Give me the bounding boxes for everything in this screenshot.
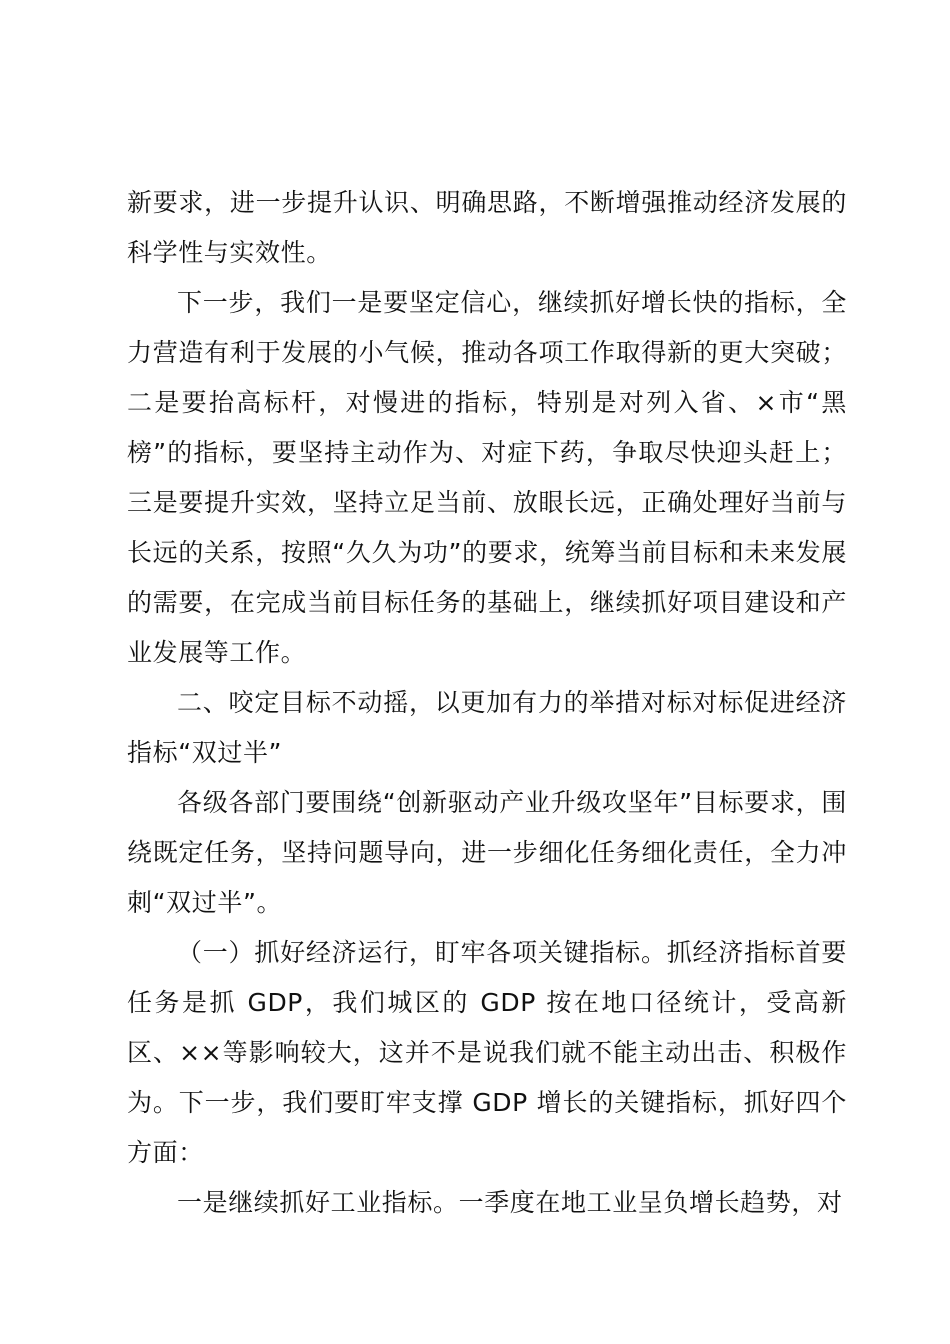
paragraph-economic-operation: （一）抓好经济运行，盯牢各项关键指标。抓经济指标首要任务是抓 GDP，我们城区的 GDP 按在地口径统计，受高新区、××等影响较大，这并不是说我们就不能主动出击、积极作为。下一步，我们要盯牢支撑 GDP 增长的关键指标，抓好四个方面： [127,938,847,1167]
paragraph-departments: 各级各部门要围绕“创新驱动产业升级攻坚年”目标要求，围绕既定任务，坚持问题导向，进一步细化任务细化责任，全力冲刺“双过半”。 [127,788,847,917]
paragraph-industry-indicators: 一是继续抓好工业指标。一季度在地工业呈负增长趋势，对 [177,1188,843,1217]
document-body [127,178,847,1228]
paragraph-continuation: 新要求，进一步提升认识、明确思路，不断增强推动经济发展的科学性与实效性。 [127,188,847,267]
paragraph-next-steps: 下一步，我们一是要坚定信心，继续抓好增长快的指标，全力营造有利于发展的小气候，推动各项工作取得新的更大突破；二是要抬高标杆，对慢进的指标，特别是对列入省、×市“黑榜”的指标，要坚持主动作为、对症下药，争取尽快迎头赶上；三是要提升实效，坚持立足当前、放眼长远，正确处理好当前与长远的关系，按照“久久为功”的要求，统筹当前目标和未来发展的需要，在完成当前目标任务的基础上，继续抓好项目建设和产业发展等工作。 [127,288,847,667]
section-heading-two: 二、咬定目标不动摇，以更加有力的举措对标对标促进经济指标“双过半” [127,688,847,767]
